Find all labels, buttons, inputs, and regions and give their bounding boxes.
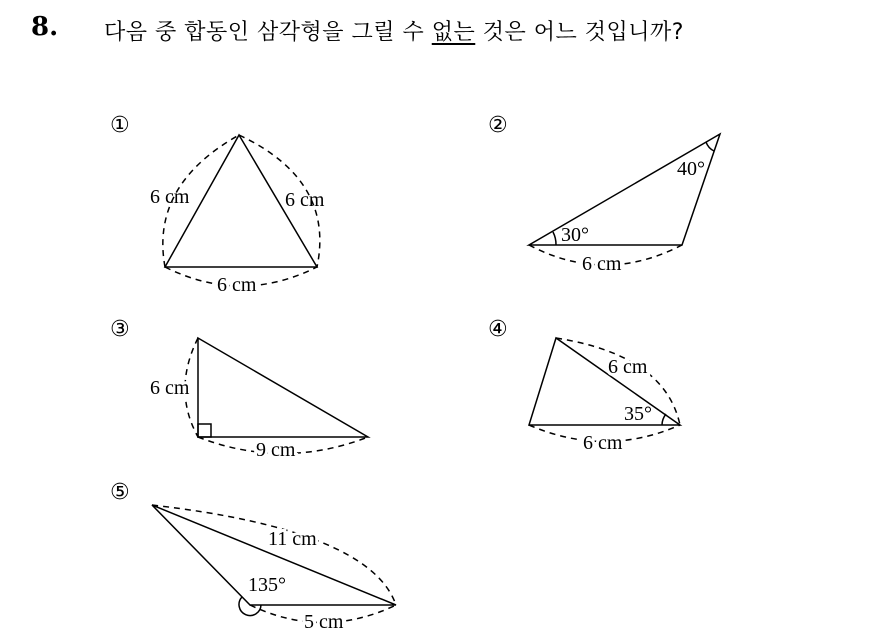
question-text-after: 것은 어느 것입니까? <box>475 20 684 45</box>
triangle-2-angle-40-label: 40° <box>677 158 705 180</box>
triangle-1-right-label: 6 cm <box>285 189 325 211</box>
triangle-3-bottom-label: 9 cm <box>256 439 296 461</box>
choice-marker-3: ③ <box>110 317 130 342</box>
triangle-1-left-label: 6 cm <box>150 186 190 208</box>
question-text-before: 다음 중 합동인 삼각형을 그릴 수 <box>104 20 432 45</box>
triangle-4-angle-35-label: 35° <box>624 403 652 425</box>
triangle-1-bottom-label: 6 cm <box>217 274 257 296</box>
triangle-2-angle-40-arc <box>706 142 714 151</box>
triangle-5-angle-135-arc <box>239 597 261 616</box>
triangle-5-long-label: 11 cm <box>268 528 317 550</box>
question-text-emphasis: 없는 <box>431 20 476 45</box>
triangle-3-outline <box>198 338 368 437</box>
triangle-5-angle-135-label: 135° <box>248 574 286 596</box>
triangle-4-hyp-label: 6 cm <box>608 356 648 378</box>
triangle-5 <box>152 505 396 623</box>
triangle-5-bottom-label: 5 cm <box>304 611 344 633</box>
question-number: 8. <box>31 12 59 42</box>
triangle-2-angle-30-label: 30° <box>561 224 589 246</box>
triangle-3-right-angle-mark <box>198 424 211 437</box>
triangle-2-angle-30-arc <box>553 232 556 245</box>
choice-marker-2: ② <box>488 113 508 138</box>
triangle-3 <box>185 338 368 454</box>
triangle-3-left-label: 6 cm <box>150 377 190 399</box>
triangle-4-angle-35-arc <box>662 414 666 425</box>
triangle-2-bottom-label: 6 cm <box>582 253 622 275</box>
choice-marker-4: ④ <box>488 317 508 342</box>
choice-marker-5: ⑤ <box>110 480 130 505</box>
triangle-4-bottom-label: 6 cm <box>583 432 623 454</box>
triangle-2-outline <box>529 134 720 245</box>
triangle-4 <box>529 338 680 442</box>
triangle-2 <box>529 134 720 265</box>
choice-marker-1: ① <box>110 113 130 138</box>
